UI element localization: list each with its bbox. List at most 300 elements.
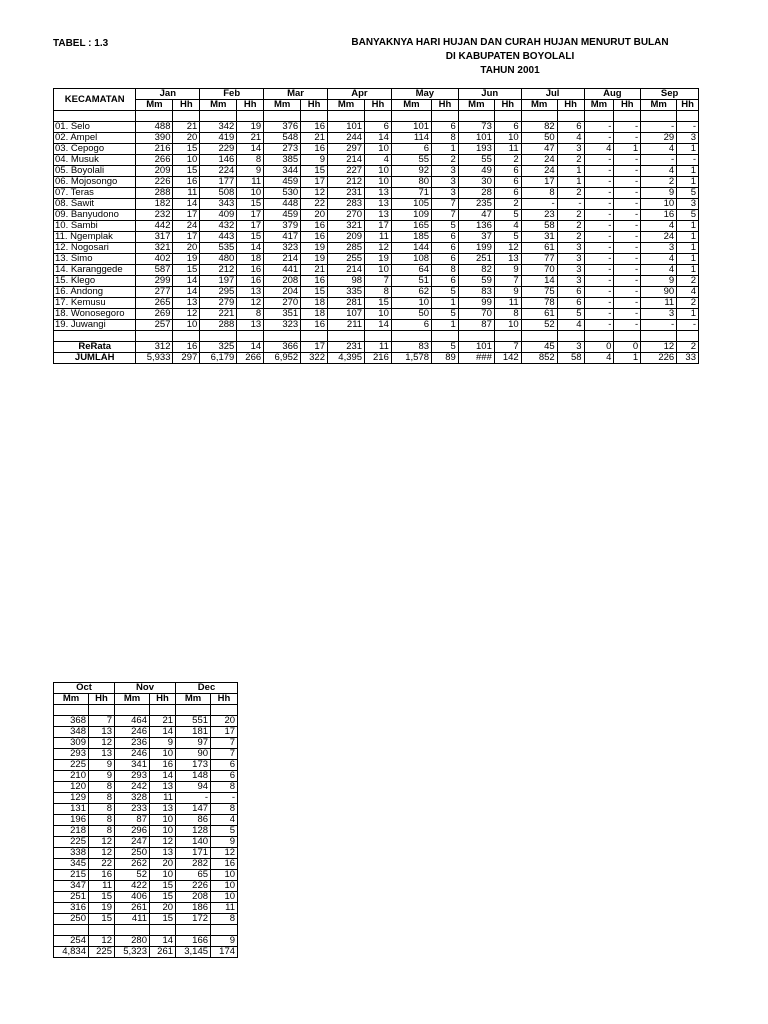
table-cell: 214 (328, 155, 365, 166)
table-cell: 2 (641, 177, 677, 188)
table-cell: 1 (614, 353, 641, 364)
table-cell: 321 (136, 243, 173, 254)
table-cell: 18 (301, 298, 328, 309)
table-cell: 31 (521, 232, 557, 243)
empty-cell (365, 331, 392, 342)
kecamatan-name: 03. Cepogo (54, 144, 136, 155)
table-cell: 177 (200, 177, 237, 188)
table-cell: 480 (200, 254, 237, 265)
table-cell: 344 (264, 166, 301, 177)
table-cell: 3 (641, 243, 677, 254)
table-cell: - (584, 155, 614, 166)
kecamatan-name: 02. Ampel (54, 133, 136, 144)
table-cell: 10 (211, 892, 238, 903)
table-cell: - (557, 199, 584, 210)
table-cell: 30 (458, 177, 494, 188)
table-cell: 14 (237, 342, 264, 353)
empty-cell (677, 331, 699, 342)
table-cell: 70 (521, 265, 557, 276)
table-cell: 379 (264, 221, 301, 232)
table-cell: 2 (677, 276, 699, 287)
unit-header-row (54, 100, 699, 111)
table-cell: 3 (557, 243, 584, 254)
table-cell: 6 (211, 771, 238, 782)
table-cell: 3 (557, 265, 584, 276)
table-cell: 10 (150, 826, 176, 837)
table-cell: 58 (557, 353, 584, 364)
table-cell: 17 (301, 177, 328, 188)
empty-cell (237, 111, 264, 122)
table-cell: 5 (432, 287, 459, 298)
table-cell: 227 (328, 166, 365, 177)
empty-cell (494, 111, 521, 122)
table-cell: 247 (115, 837, 150, 848)
table-cell: 3 (432, 177, 459, 188)
table-cell: 3 (557, 254, 584, 265)
rainfall-table-oct-dec (53, 682, 238, 958)
table-cell: 4 (365, 155, 392, 166)
table-row (54, 837, 238, 848)
table-cell: 214 (264, 254, 301, 265)
kecamatan-name: 04. Musuk (54, 155, 136, 166)
table-cell: 312 (136, 342, 173, 353)
table-cell: 78 (521, 298, 557, 309)
table-cell: 4 (641, 265, 677, 276)
empty-cell (614, 111, 641, 122)
table-cell: - (614, 188, 641, 199)
table-cell: 15 (237, 232, 264, 243)
table-cell: 231 (328, 342, 365, 353)
table-cell: 90 (176, 749, 211, 760)
table-cell: 2 (557, 232, 584, 243)
table-cell: - (614, 133, 641, 144)
table-cell: 20 (150, 859, 176, 870)
month-header: Jan (136, 89, 200, 100)
table-cell: 587 (136, 265, 173, 276)
table-cell: 52 (521, 320, 557, 331)
table-cell: 2 (677, 298, 699, 309)
empty-cell (641, 111, 677, 122)
table-row (54, 298, 699, 309)
table-cell: 16 (301, 232, 328, 243)
month-header: Mar (264, 89, 328, 100)
table-cell: 10 (641, 199, 677, 210)
kecamatan-name: 12. Nogosari (54, 243, 136, 254)
table-cell: 211 (328, 320, 365, 331)
table-cell: 12 (641, 342, 677, 353)
table-cell: 144 (391, 243, 431, 254)
table-cell: 279 (200, 298, 237, 309)
empty-cell (521, 331, 557, 342)
table-cell: 12 (365, 243, 392, 254)
table-cell: 13 (365, 210, 392, 221)
table-cell: 4 (641, 166, 677, 177)
table-cell: - (677, 320, 699, 331)
kecamatan-name: 11. Ngemplak (54, 232, 136, 243)
table-row (54, 771, 238, 782)
table-cell: 16 (301, 320, 328, 331)
table-cell: 16 (301, 276, 328, 287)
table-cell: 181 (176, 727, 211, 738)
table-cell: 90 (641, 287, 677, 298)
jumlah-label: JUMLAH (54, 353, 136, 364)
table-cell: 233 (115, 804, 150, 815)
table-cell: 120 (54, 782, 89, 793)
table-row (54, 309, 699, 320)
table-cell: 174 (211, 947, 238, 958)
table-cell: 7 (211, 749, 238, 760)
table-cell: 6,179 (200, 353, 237, 364)
empty-cell (115, 705, 150, 716)
table-cell: 5 (677, 210, 699, 221)
table-cell: 5,323 (115, 947, 150, 958)
table-cell: 295 (200, 287, 237, 298)
table-cell: 17 (211, 727, 238, 738)
table-cell: 852 (521, 353, 557, 364)
empty-cell (557, 111, 584, 122)
table-cell: 10 (365, 166, 392, 177)
table-cell: 10 (237, 188, 264, 199)
unit-header-hh: Hh (89, 694, 115, 705)
table-cell: - (211, 793, 238, 804)
table-cell: 15 (237, 199, 264, 210)
table-cell: 285 (328, 243, 365, 254)
table-row (54, 727, 238, 738)
table-cell: - (584, 320, 614, 331)
kecamatan-name: 01. Selo (54, 122, 136, 133)
table-cell: 80 (391, 177, 431, 188)
table-cell: - (584, 166, 614, 177)
table-cell: 101 (458, 342, 494, 353)
empty-cell (54, 331, 136, 342)
table-cell: 71 (391, 188, 431, 199)
unit-header-mm: Mm (584, 100, 614, 111)
table-cell: 5 (494, 210, 521, 221)
table-cell: 3 (432, 188, 459, 199)
table-cell: 73 (458, 122, 494, 133)
table-cell: 5 (432, 309, 459, 320)
empty-cell (115, 925, 150, 936)
table-cell: 548 (264, 133, 301, 144)
empty-cell (365, 111, 392, 122)
unit-header-mm: Mm (136, 100, 173, 111)
table-cell: 4 (584, 144, 614, 155)
table-cell: - (584, 276, 614, 287)
table-cell: 6 (494, 166, 521, 177)
table-cell: 129 (54, 793, 89, 804)
table-cell: 21 (301, 265, 328, 276)
table-cell: 459 (264, 210, 301, 221)
table-cell: - (614, 254, 641, 265)
title-line-3: TAHUN 2001 (480, 65, 540, 76)
month-header-row (54, 683, 238, 694)
table-cell: 12 (150, 837, 176, 848)
table-cell: 338 (54, 848, 89, 859)
table-cell: 20 (173, 243, 200, 254)
table-cell: 9 (211, 837, 238, 848)
table-cell: 14 (150, 936, 176, 947)
table-cell: 8 (237, 155, 264, 166)
table-cell: 551 (176, 716, 211, 727)
table-cell: 402 (136, 254, 173, 265)
table-cell: 20 (150, 903, 176, 914)
empty-cell (150, 925, 176, 936)
table-cell: 266 (237, 353, 264, 364)
unit-header-mm: Mm (176, 694, 211, 705)
table-cell: 215 (54, 870, 89, 881)
table-cell: - (614, 199, 641, 210)
table-cell: 1 (677, 144, 699, 155)
empty-cell (557, 331, 584, 342)
table-cell: 15 (301, 287, 328, 298)
table-cell: 6 (494, 122, 521, 133)
kecamatan-name: 18. Wonosegoro (54, 309, 136, 320)
table-cell: - (584, 287, 614, 298)
table-cell: 15 (173, 166, 200, 177)
table-cell: 283 (328, 199, 365, 210)
table-cell: - (614, 298, 641, 309)
table-cell: 16 (173, 177, 200, 188)
table-cell: 345 (54, 859, 89, 870)
table-cell: 12 (89, 848, 115, 859)
table-cell: 70 (458, 309, 494, 320)
unit-header-mm: Mm (521, 100, 557, 111)
table-cell: 299 (136, 276, 173, 287)
table-cell: 442 (136, 221, 173, 232)
table-cell: - (614, 177, 641, 188)
table-cell: 37 (458, 232, 494, 243)
table-cell: 322 (301, 353, 328, 364)
unit-header-hh: Hh (150, 694, 176, 705)
table-cell: 282 (176, 859, 211, 870)
empty-cell (176, 925, 211, 936)
table-cell: 33 (677, 353, 699, 364)
table-cell: 9 (211, 936, 238, 947)
empty-cell (521, 111, 557, 122)
table-cell: 109 (391, 210, 431, 221)
table-cell: 0 (584, 342, 614, 353)
table-cell: - (614, 309, 641, 320)
month-header: Oct (54, 683, 115, 694)
table-cell: 6 (432, 254, 459, 265)
table-cell: 47 (458, 210, 494, 221)
unit-header-mm: Mm (200, 100, 237, 111)
table-cell: 4 (641, 221, 677, 232)
table-cell: 8 (89, 782, 115, 793)
table-cell: 216 (136, 144, 173, 155)
table-row (54, 881, 238, 892)
table-row (54, 870, 238, 881)
blank-row (54, 111, 699, 122)
table-cell: 270 (328, 210, 365, 221)
table-cell: 265 (136, 298, 173, 309)
table-cell: 14 (521, 276, 557, 287)
table-cell: 6 (432, 122, 459, 133)
table-cell: 212 (200, 265, 237, 276)
table-cell: 250 (115, 848, 150, 859)
table-cell: - (614, 287, 641, 298)
table-cell: 8 (211, 914, 238, 925)
table-cell: 82 (458, 265, 494, 276)
month-header: Dec (176, 683, 238, 694)
table-cell: 10 (150, 815, 176, 826)
table-cell: - (614, 265, 641, 276)
table-cell: 214 (328, 265, 365, 276)
table-cell: 13 (237, 287, 264, 298)
table-cell: 9 (89, 771, 115, 782)
table-cell: 409 (200, 210, 237, 221)
unit-header-hh: Hh (237, 100, 264, 111)
table-cell: 21 (150, 716, 176, 727)
table-cell: 368 (54, 716, 89, 727)
table-cell: 19 (365, 254, 392, 265)
table-cell: 107 (328, 309, 365, 320)
table-cell: - (584, 309, 614, 320)
table-cell: 13 (494, 254, 521, 265)
table-cell: 251 (54, 892, 89, 903)
table-cell: 488 (136, 122, 173, 133)
table-cell: 61 (521, 243, 557, 254)
table-cell: - (584, 122, 614, 133)
table-cell: 297 (173, 353, 200, 364)
table-cell: 281 (328, 298, 365, 309)
table-cell: 10 (365, 177, 392, 188)
document-title (330, 36, 690, 78)
jumlah-row (54, 353, 699, 364)
table-cell: 246 (115, 749, 150, 760)
table-cell: 171 (176, 848, 211, 859)
table-cell: 508 (200, 188, 237, 199)
table-row (54, 793, 238, 804)
table-cell: 5 (432, 342, 459, 353)
table-cell: 17 (173, 232, 200, 243)
empty-cell (211, 925, 238, 936)
table-cell: 10 (365, 309, 392, 320)
table-cell: 98 (328, 276, 365, 287)
empty-cell (173, 331, 200, 342)
table-cell: - (584, 298, 614, 309)
table-cell: 21 (173, 122, 200, 133)
table-row (54, 155, 699, 166)
table-cell: 8 (211, 804, 238, 815)
month-header: Jul (521, 89, 584, 100)
table-cell: 328 (115, 793, 150, 804)
table-cell: - (614, 155, 641, 166)
kecamatan-name: 16. Andong (54, 287, 136, 298)
table-cell: 2 (557, 210, 584, 221)
table-row (54, 177, 699, 188)
blank-row (54, 925, 238, 936)
table-cell: 52 (115, 870, 150, 881)
table-cell: 185 (391, 232, 431, 243)
table-cell: 321 (328, 221, 365, 232)
table-cell: 13 (237, 320, 264, 331)
empty-cell (200, 331, 237, 342)
table-cell: 2 (557, 221, 584, 232)
table-cell: 13 (150, 782, 176, 793)
table-cell: 348 (54, 727, 89, 738)
table-cell: 1 (677, 232, 699, 243)
table-cell: 17 (301, 342, 328, 353)
table-cell: 459 (264, 177, 301, 188)
table-cell: 15 (365, 298, 392, 309)
table-cell: 16 (173, 342, 200, 353)
empty-cell (136, 111, 173, 122)
table-cell: 1 (557, 166, 584, 177)
table-cell: 10 (391, 298, 431, 309)
table-cell: 246 (115, 727, 150, 738)
table-cell: 316 (54, 903, 89, 914)
unit-header-hh: Hh (365, 100, 392, 111)
table-cell: 15 (89, 914, 115, 925)
table-row (54, 914, 238, 925)
empty-cell (391, 331, 431, 342)
table-cell: 24 (641, 232, 677, 243)
table-cell: 64 (391, 265, 431, 276)
table-cell: 6 (432, 243, 459, 254)
table-row (54, 166, 699, 177)
table-cell: 1 (432, 144, 459, 155)
table-cell: 13 (365, 188, 392, 199)
kecamatan-name: 17. Kemusu (54, 298, 136, 309)
table-cell: 165 (391, 221, 431, 232)
table-cell: 6 (557, 287, 584, 298)
table-cell: 8 (211, 782, 238, 793)
table-cell: 2 (494, 155, 521, 166)
table-cell: 11 (89, 881, 115, 892)
table-cell: 9 (89, 760, 115, 771)
table-cell: 1 (557, 177, 584, 188)
table-cell: 49 (458, 166, 494, 177)
table-cell: 58 (521, 221, 557, 232)
table-cell: 11 (494, 144, 521, 155)
table-cell: 323 (264, 243, 301, 254)
table-cell: 244 (328, 133, 365, 144)
unit-header-mm: Mm (641, 100, 677, 111)
table-row (54, 210, 699, 221)
table-cell: 197 (200, 276, 237, 287)
table-cell: 4 (211, 815, 238, 826)
empty-cell (432, 111, 459, 122)
kecamatan-name: 14. Karanggede (54, 265, 136, 276)
table-cell: 6 (391, 320, 431, 331)
table-cell: 140 (176, 837, 211, 848)
empty-cell (150, 705, 176, 716)
table-cell: ### (458, 353, 494, 364)
table-cell: 11 (365, 342, 392, 353)
table-cell: 8 (494, 309, 521, 320)
table-cell: - (614, 166, 641, 177)
table-cell: 5 (432, 221, 459, 232)
empty-cell (237, 331, 264, 342)
table-row (54, 892, 238, 903)
table-cell: 226 (136, 177, 173, 188)
table-cell: - (584, 254, 614, 265)
empty-cell (136, 331, 173, 342)
table-cell: 12 (237, 298, 264, 309)
empty-cell (677, 111, 699, 122)
table-cell: 229 (200, 144, 237, 155)
kecamatan-name: 19. Juwangi (54, 320, 136, 331)
rerata-row (54, 342, 699, 353)
table-row (54, 815, 238, 826)
table-cell: 6 (557, 122, 584, 133)
table-cell: - (614, 243, 641, 254)
table-cell: 11 (150, 793, 176, 804)
title-line-2: DI KABUPATEN BOYOLALI (445, 51, 575, 62)
table-cell: - (614, 232, 641, 243)
table-cell: 12 (89, 837, 115, 848)
